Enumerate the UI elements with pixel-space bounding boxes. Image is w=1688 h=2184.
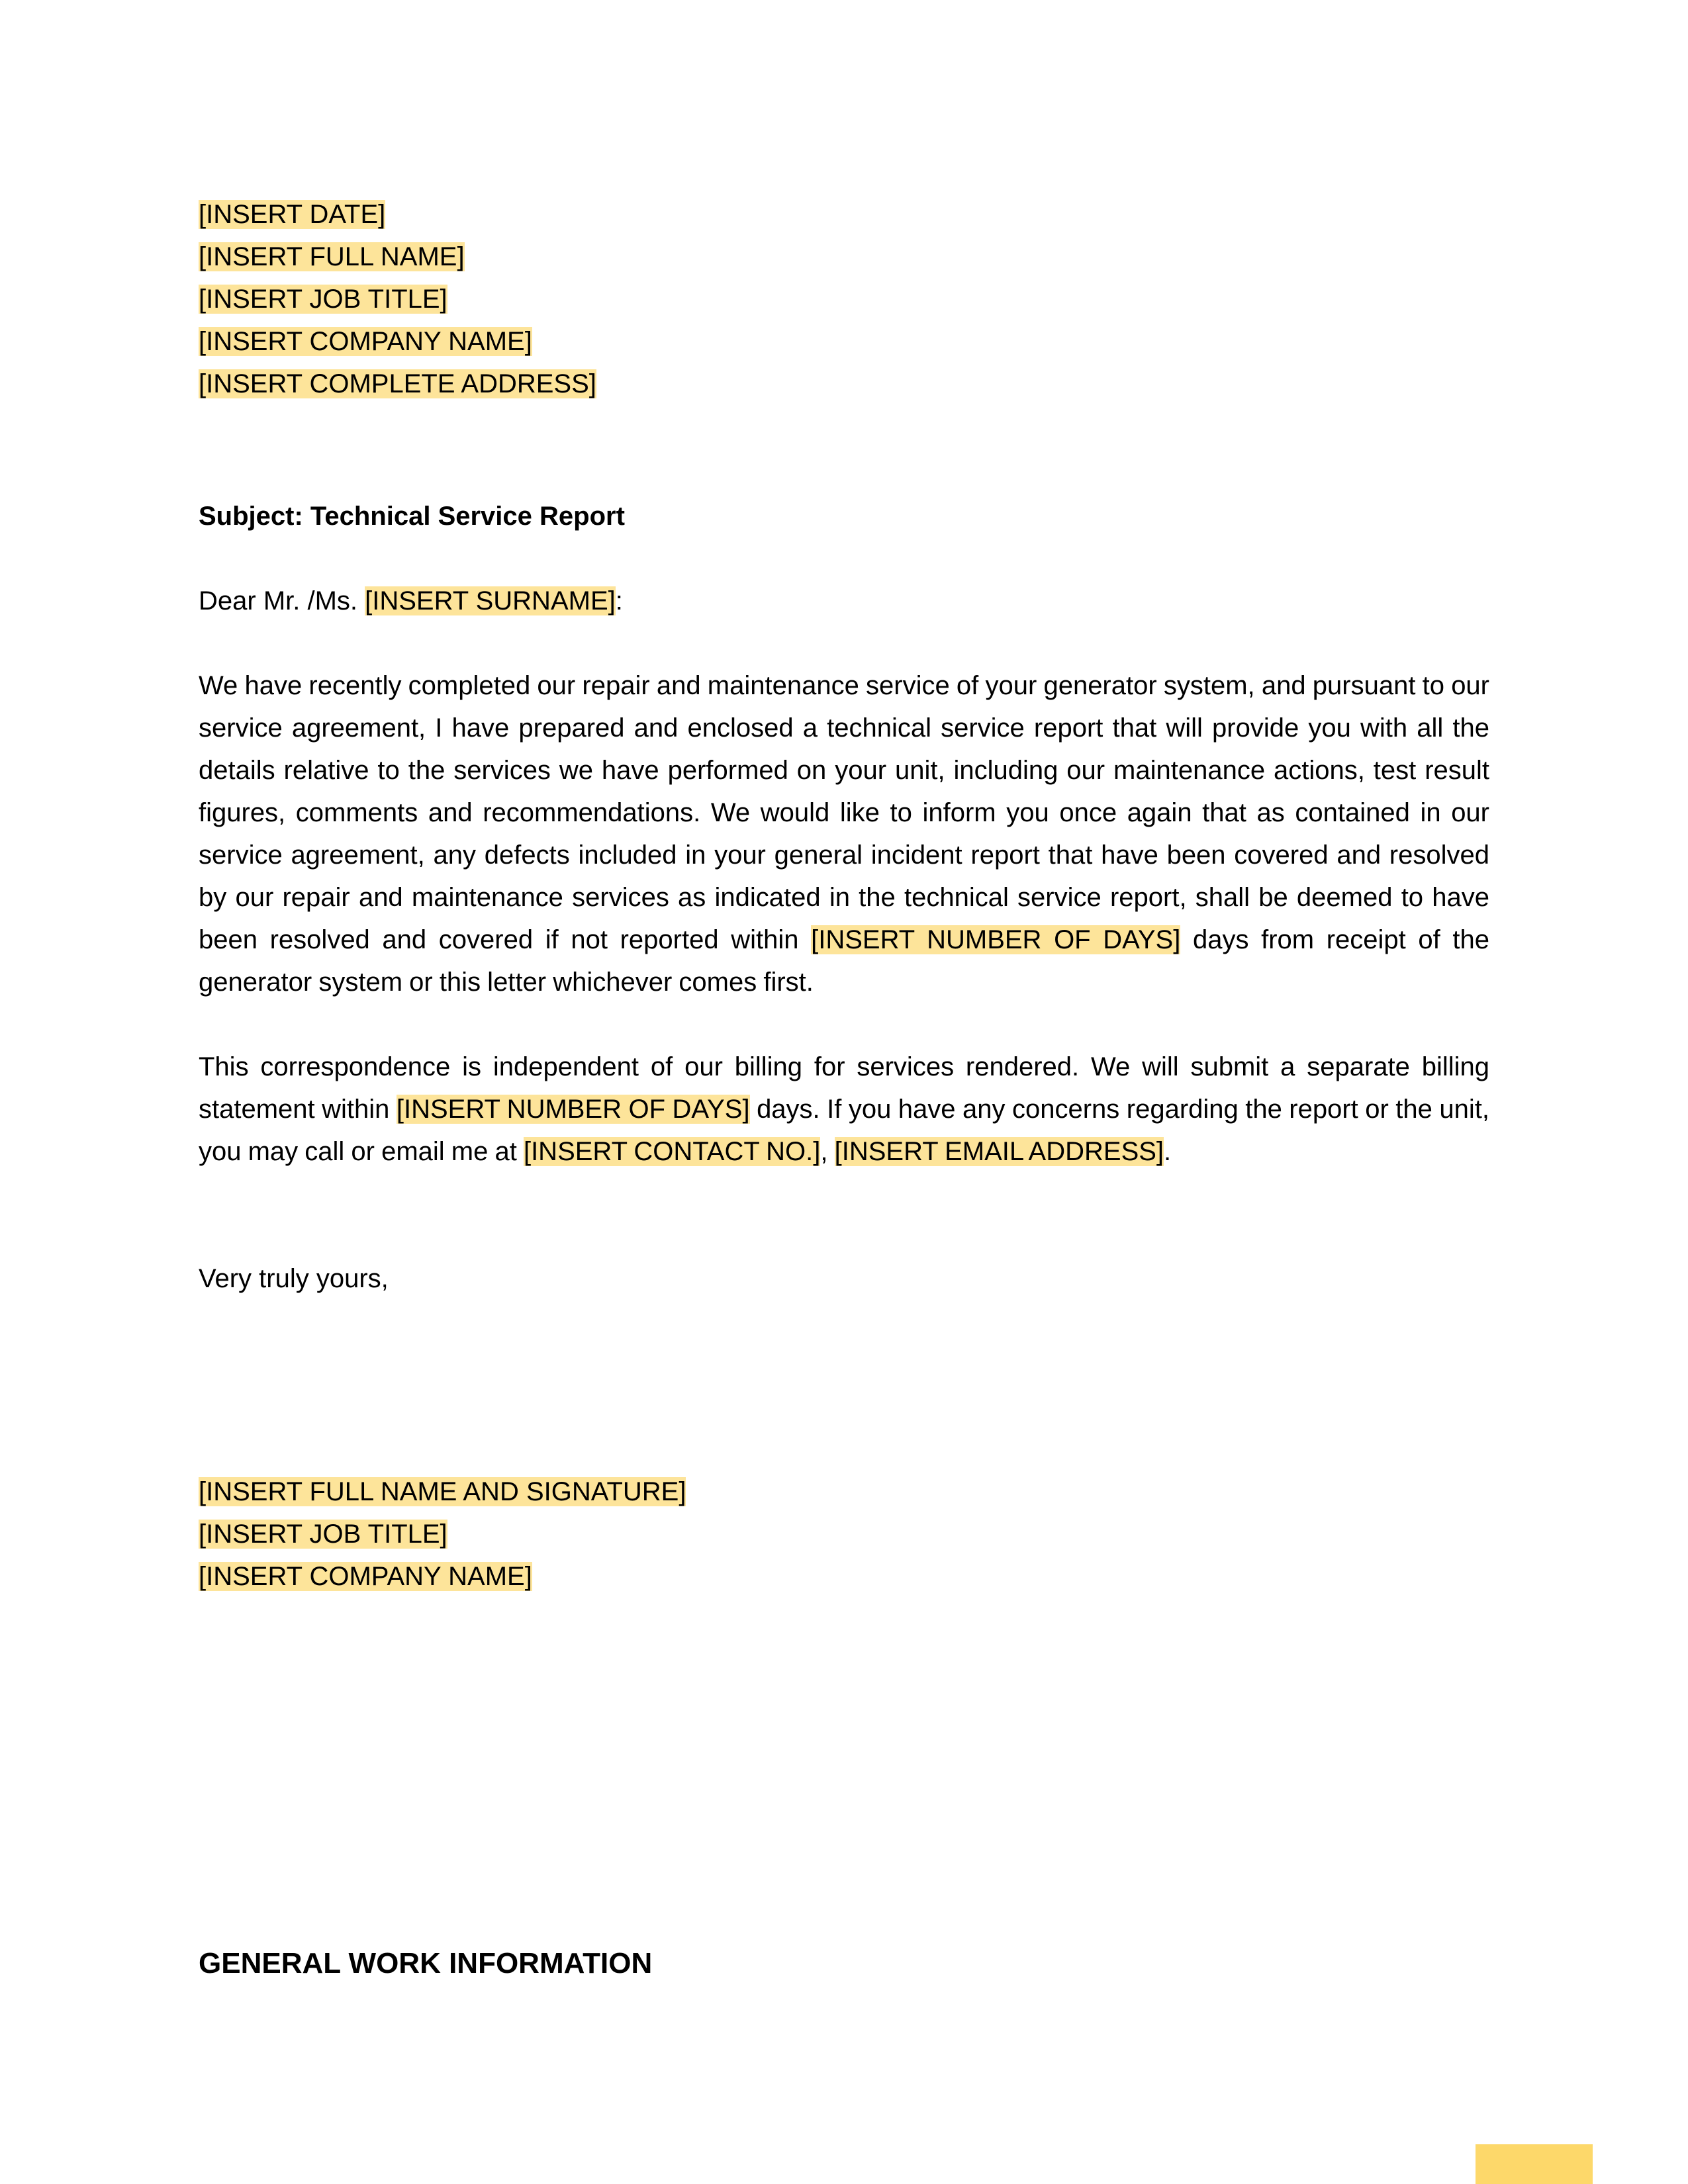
recipient-job-title: [INSERT JOB TITLE] bbox=[199, 285, 447, 314]
paragraph2-text-end: . bbox=[1164, 1137, 1172, 1166]
paragraph1-text-after: days from receipt of the generator system or this letter whichever comes first. bbox=[199, 925, 1489, 997]
closing-line: Very truly yours, bbox=[199, 1264, 389, 1293]
paragraph2-contact-placeholder: [INSERT CONTACT NO.] bbox=[523, 1137, 821, 1166]
paragraph1-days-placeholder: [INSERT NUMBER OF DAYS] bbox=[811, 925, 1181, 954]
salutation bbox=[199, 580, 1489, 622]
subject-line: Subject: Technical Service Report bbox=[199, 502, 625, 531]
salutation-surname: [INSERT SURNAME] bbox=[365, 586, 616, 615]
recipient-date: [INSERT DATE] bbox=[199, 200, 386, 229]
body-paragraph-1 bbox=[199, 664, 1489, 1003]
sender-job-title: [INSERT JOB TITLE] bbox=[199, 1520, 447, 1549]
sender-company-name: [INSERT COMPANY NAME] bbox=[199, 1562, 532, 1591]
recipient-block bbox=[199, 193, 1489, 405]
sender-full-name-signature: [INSERT FULL NAME AND SIGNATURE] bbox=[199, 1477, 686, 1506]
letter-page bbox=[199, 0, 1489, 2184]
salutation-suffix: : bbox=[615, 586, 623, 615]
section-heading: GENERAL WORK INFORMATION bbox=[199, 1947, 653, 1979]
paragraph2-separator: , bbox=[820, 1137, 835, 1166]
body-paragraph-2 bbox=[199, 1046, 1489, 1173]
paragraph2-email-placeholder: [INSERT EMAIL ADDRESS] bbox=[834, 1137, 1164, 1166]
corner-tab-decoration bbox=[1476, 2144, 1593, 2184]
recipient-complete-address: [INSERT COMPLETE ADDRESS] bbox=[199, 369, 596, 398]
recipient-full-name: [INSERT FULL NAME] bbox=[199, 242, 465, 271]
sender-block bbox=[199, 1471, 1489, 1598]
paragraph2-days-placeholder: [INSERT NUMBER OF DAYS] bbox=[396, 1095, 750, 1124]
paragraph1-text: We have recently completed our repair and maintenance service of your generator system, and pursuant to our service agreement, I have prepared and enclosed a technical service report that will provide you with all the details relative to the services we have performed on your unit, including our maintenance actions, test result figures, comments and recommendations. We would like to inform you once again that as contained in our service agreement, any defects included in your general incident report that have been covered and resolved by our repair and maintenance services as indicated in the technical service report, shall be deemed to have been resolved and covered if not reported within bbox=[199, 671, 1489, 954]
paragraph2-text: This correspondence is independent of our billing for services rendered. We will submit a separate billing statement within bbox=[199, 1052, 1489, 1124]
salutation-prefix: Dear Mr. /Ms. bbox=[199, 586, 365, 615]
paragraph2-text-mid: days. If you have any concerns regarding the report or the unit, you may call or email me at bbox=[199, 1095, 1489, 1166]
recipient-company-name: [INSERT COMPANY NAME] bbox=[199, 327, 532, 356]
